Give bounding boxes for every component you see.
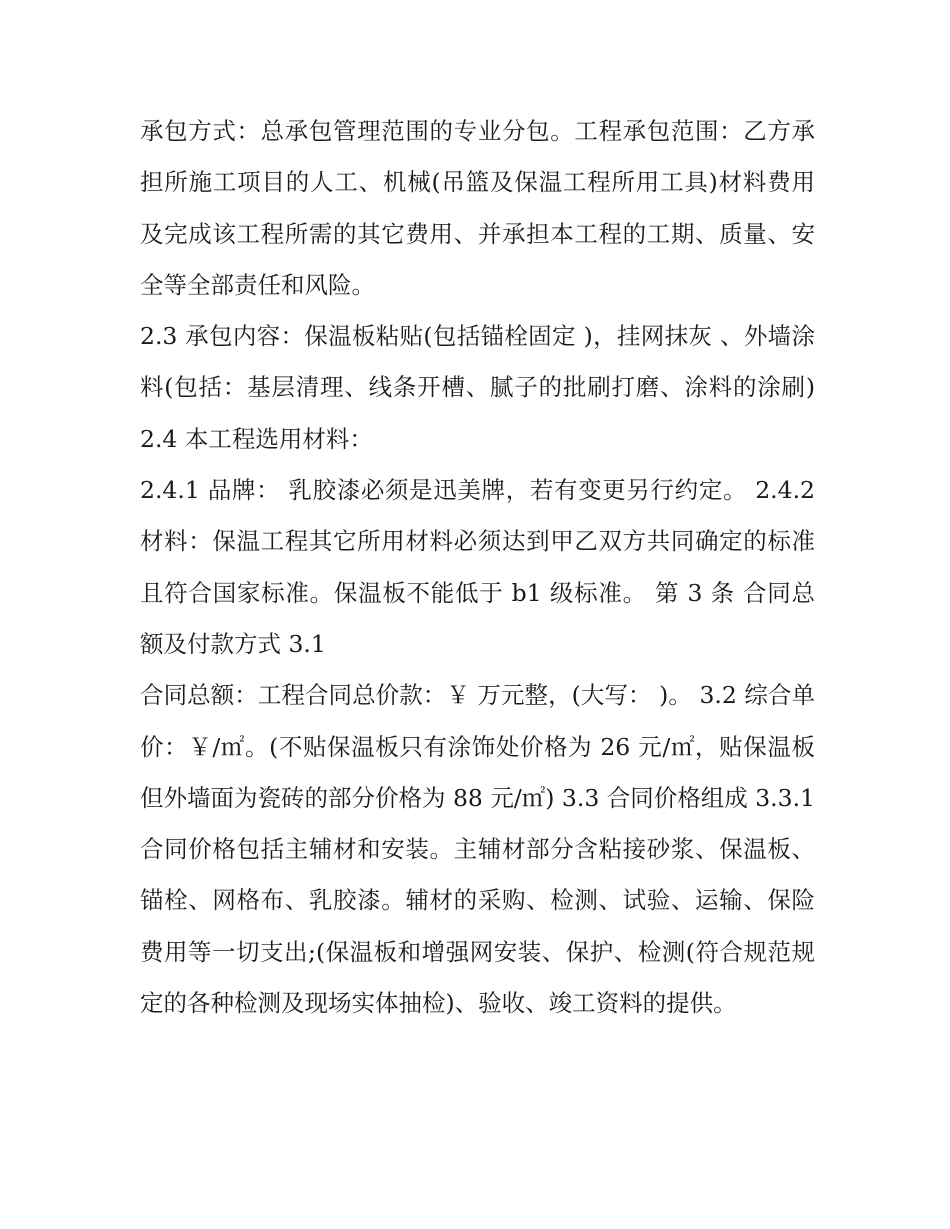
document-body	[140, 106, 815, 1029]
paragraph-contracting-content: 2.3 承包内容：保温板粘贴(包括锚栓固定 )，挂网抹灰 、外墙涂料(包括：基层清理、线条开槽、腻子的批刷打磨、涂料的涂刷) 2.4 本工程选用材料：	[140, 322, 815, 453]
paragraph-contracting-scope: 承包方式：总承包管理范围的专业分包。工程承包范围：乙方承担所施工项目的人工、机械(吊篮及保温工程所用工具)材料费用及完成该工程所需的其它费用、并承担本工程的工期、质量、安全等全部责任和风险。	[140, 117, 815, 299]
paragraph-brand-materials: 2.4.1 品牌： 乳胶漆必须是迅美牌，若有变更另行约定。 2.4.2 材料：保温工程其它所用材料必须达到甲乙双方共同确定的标准且符合国家标准。保温板不能低于 b1 级标准。 第 3 条 合同总额及付款方式 3.1	[140, 476, 815, 658]
paragraph-contract-amount: 合同总额：工程合同总价款：￥ 万元整，(大写： )。 3.2 综合单价：￥/㎡。(不贴保温板只有涂饰处价格为 26 元/㎡，贴保温板但外墙面为瓷砖的部分价格为 88 元/㎡) 3.3 合同价格组成 3.3.1	[140, 681, 816, 812]
paragraph-price-composition: 合同价格包括主辅材和安装。主辅材部分含粘接砂浆、保温板、锚栓、网格布、乳胶漆。辅材的采购、检测、试验、运输、保险费用等一切支出;(保温板和增强网安装、保护、检测(符合规范规定的各种检测及现场实体抽检)、验收、竣工资料的提供。	[140, 835, 815, 1018]
